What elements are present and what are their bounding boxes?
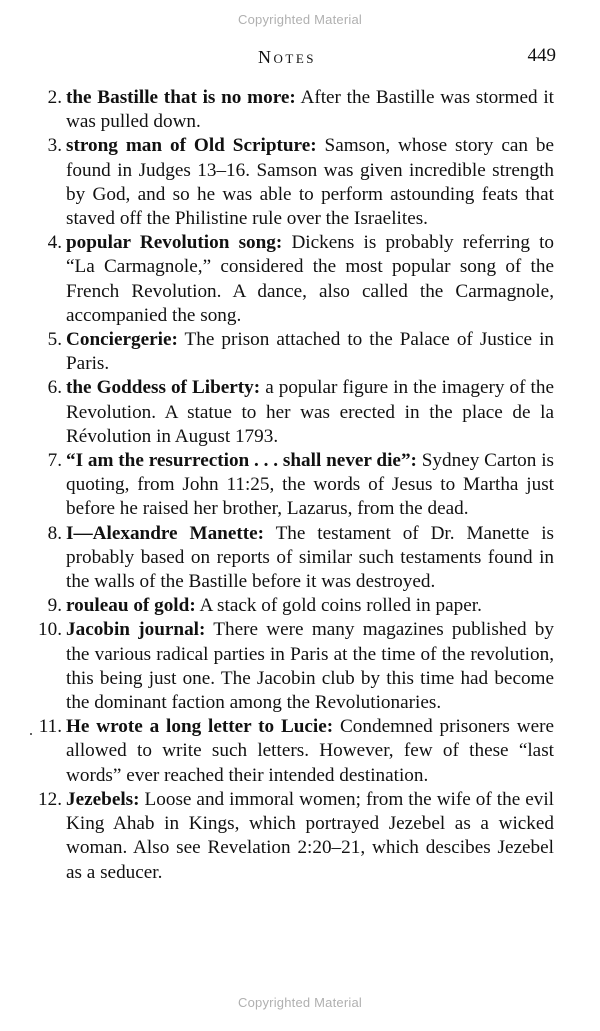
note-text: A stack of gold coins rolled in paper. xyxy=(195,595,482,617)
note-term: strong man of Old Scripture: xyxy=(66,135,317,157)
note-item xyxy=(24,134,554,231)
note-text: Samson, whose story can be found in Judges 13–16. Samson was given incredible strength by God, and so he was able to perform astounding feats that staved off the Philistine rule over the Israelites. xyxy=(66,135,554,230)
note-text: There were many magazines published by the various radical parties in Paris at the time of the revolution, this being just one. The Jacobin club by this time had become the dominant faction among the Revolutionaries. xyxy=(66,619,554,714)
note-item xyxy=(24,788,554,885)
copyright-watermark-top: Copyrighted Material xyxy=(238,12,362,27)
section-title: Notes xyxy=(258,47,316,67)
note-text: a popular figure in the imagery of the Revolution. A statue to her was erected in the place de la Révolution in August 1793. xyxy=(66,377,554,447)
note-item xyxy=(24,715,554,788)
note-item xyxy=(24,376,554,449)
note-term: rouleau of gold: xyxy=(66,595,196,617)
note-number: 3. xyxy=(47,135,62,157)
notes-list xyxy=(24,86,554,885)
page-number: 449 xyxy=(527,45,556,66)
note-text: Loose and immoral women; from the wife of the evil King Ahab in Kings, which portrayed Jezebel as a wicked woman. Also see Revelation 2:20–21, which descibes Jezebel as a seducer. xyxy=(66,788,554,883)
note-text: The prison attached to the Palace of Justice in Paris. xyxy=(66,329,554,375)
note-number: 11. xyxy=(38,716,62,738)
note-text: Dickens is probably referring to “La Carmagnole,” considered the most popular song of the French Revolution. A dance, also called the Carmagnole, accompanied the song. xyxy=(66,232,555,326)
note-number: 8. xyxy=(47,522,62,544)
note-text: The testament of Dr. Manette is probably based on reports of similar such testaments found in the walls of the Bastille before it was destroyed. xyxy=(66,522,554,593)
note-number: 5. xyxy=(47,329,62,351)
note-item xyxy=(24,449,554,522)
note-term: popular Revolution song: xyxy=(66,232,283,254)
note-number: 4. xyxy=(47,232,62,254)
note-number: 2. xyxy=(47,87,62,108)
note-item xyxy=(24,328,554,376)
note-text: Condemned prisoners were allowed to write such letters. However, few of these “last words” ever reached their intended destination. xyxy=(66,716,554,786)
note-number: 9. xyxy=(47,595,62,617)
note-number: 12. xyxy=(38,788,62,810)
note-item xyxy=(24,86,554,134)
running-head xyxy=(0,45,600,73)
note-term: Conciergerie: xyxy=(66,329,178,351)
note-term: He wrote a long letter to Lucie: xyxy=(66,716,334,738)
note-number: 7. xyxy=(47,450,62,472)
note-item xyxy=(24,594,554,618)
note-term: Jacobin journal: xyxy=(66,619,206,641)
note-term: Jezebels: xyxy=(66,788,140,810)
note-term: “I am the resurrection . . . shall never die”: xyxy=(66,450,417,472)
note-text: After the Bastille was stormed it was pulled down. xyxy=(66,87,554,133)
note-text: Sydney Carton is quoting, from John 11:25, the words of Jesus to Martha just before he raised her brother, Lazarus, from the dead. xyxy=(66,450,554,520)
note-term: I—Alexandre Manette: xyxy=(66,522,265,544)
note-number: 6. xyxy=(47,377,62,399)
note-item xyxy=(24,231,554,328)
note-term: the Goddess of Liberty: xyxy=(66,377,261,399)
note-term: the Bastille that is no more: xyxy=(66,87,296,108)
note-number: 10. xyxy=(38,619,62,641)
stray-mark xyxy=(30,733,32,735)
note-item xyxy=(24,522,554,595)
note-item xyxy=(24,618,554,715)
copyright-watermark-bottom: Copyrighted Material xyxy=(238,995,362,1010)
